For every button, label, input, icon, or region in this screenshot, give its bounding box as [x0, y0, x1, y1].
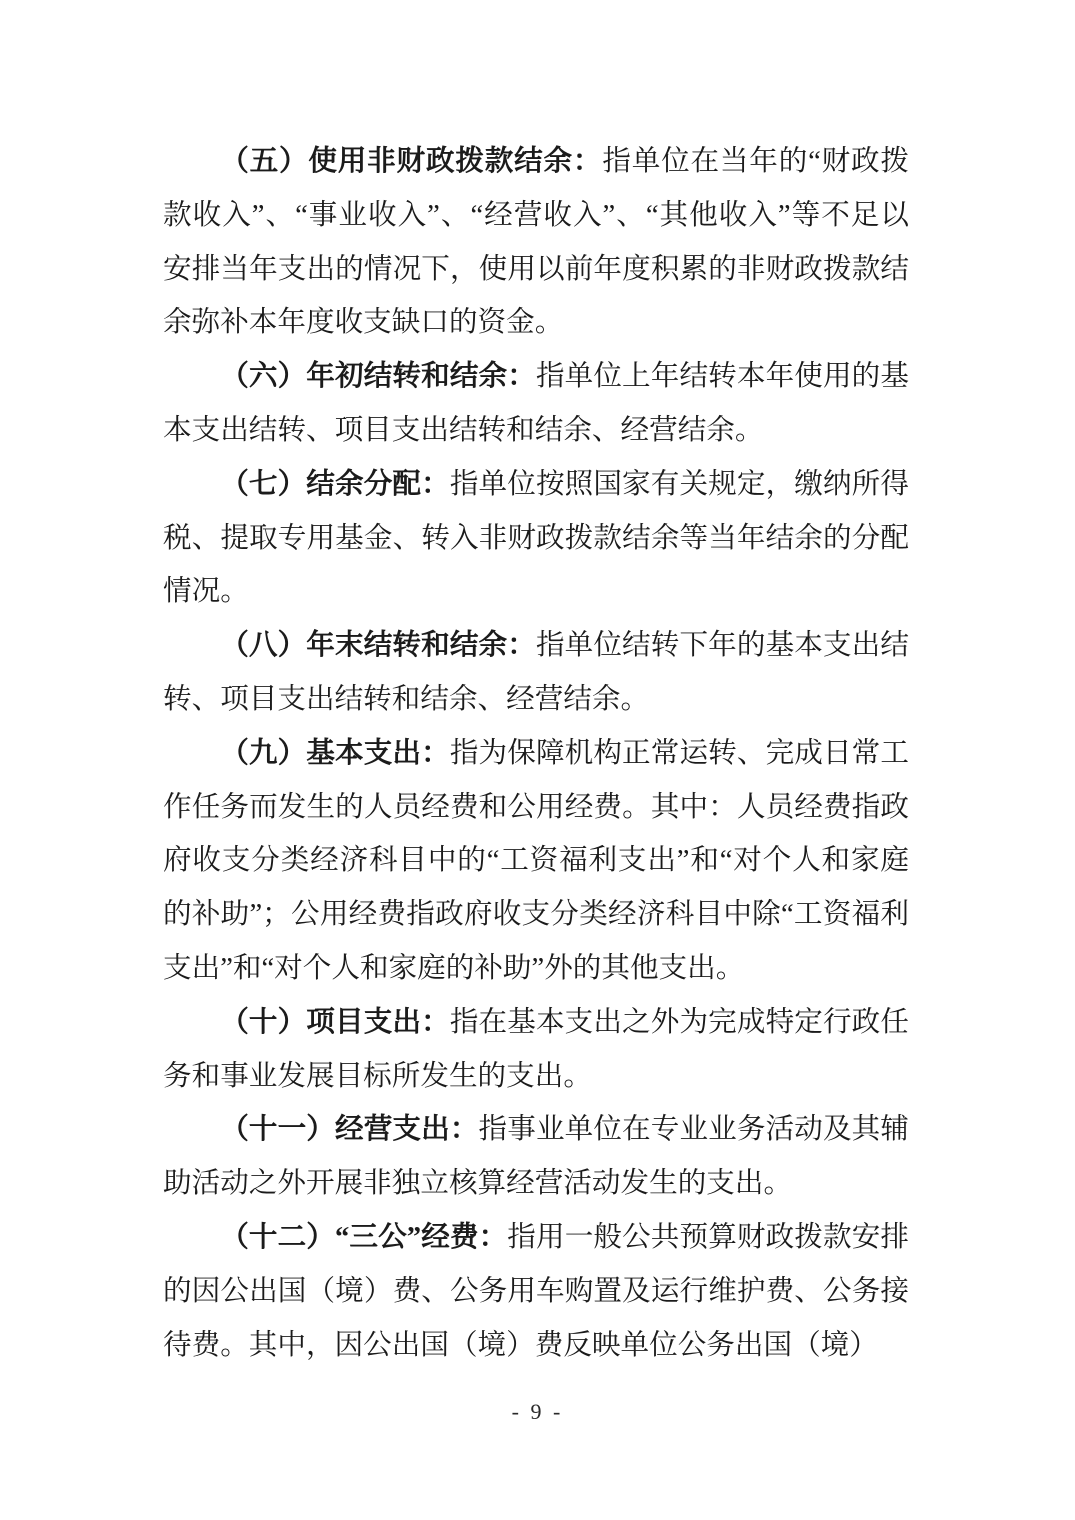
paragraph-8-lead: （八）年末结转和结余：: [220, 630, 536, 662]
paragraph-11-text: 指事业单位在专业业务活动及其辅助活动之外开展非独立核算经营活动发生的支出。: [163, 1114, 909, 1200]
paragraph-6: [163, 350, 909, 458]
paragraph-11-lead: （十一）经营支出：: [220, 1114, 479, 1146]
paragraph-5: [163, 135, 909, 350]
paragraph-9-text: 指为保障机构正常运转、完成日常工作任务而发生的人员经费和公用经费。其中：人员经费指政府收支分类经济科目中的“工资福利支出”和“对个人和家庭的补助”；公用经费指政府收支分类经济科目中除“工资福利支出”和“对个人和家庭的补助”外的其他支出。: [163, 737, 909, 984]
paragraph-7-lead: （七）结余分配：: [220, 468, 450, 500]
paragraph-10: [163, 996, 909, 1104]
paragraph-6-text: 指单位上年结转本年使用的基本支出结转、项目支出结转和结余、经营结余。: [163, 361, 909, 446]
paragraph-7: [163, 458, 909, 619]
paragraph-5-lead: （五）使用非财政拨款结余：: [220, 146, 603, 177]
paragraph-6-lead: （六）年初结转和结余：: [220, 361, 536, 393]
paragraph-10-lead: （十）项目支出：: [220, 1006, 450, 1038]
paragraph-7-text: 指单位按照国家有关规定，缴纳所得税、提取专用基金、转入非财政拨款结余等当年结余的分配情况。: [163, 468, 909, 608]
page-number: - 9 -: [511, 1399, 564, 1424]
paragraph-11: [163, 1103, 909, 1211]
paragraph-8-text: 指单位结转下年的基本支出结转、项目支出结转和结余、经营结余。: [163, 630, 909, 715]
paragraph-12-lead: （十二）“三公”经费：: [220, 1221, 508, 1253]
paragraph-12: [163, 1211, 909, 1372]
paragraph-9-lead: （九）基本支出：: [220, 737, 450, 769]
paragraph-9: [163, 727, 909, 996]
paragraph-10-text: 指在基本支出之外为完成特定行政任务和事业发展目标所发生的支出。: [163, 1006, 909, 1092]
paragraph-8: [163, 619, 909, 727]
document-body: [163, 135, 909, 1372]
paragraph-5-text: 指单位在当年的“财政拨款收入”、“事业收入”、“经营收入”、“其他收入”等不足以安排当年支出的情况下，使用以前年度积累的非财政拨款结余弥补本年度收支缺口的资金。: [163, 146, 909, 339]
paragraph-12-text: 指用一般公共预算财政拨款安排的因公出国（境）费、公务用车购置及运行维护费、公务接待费。其中，因公出国（境）费反映单位公务出国（境）: [163, 1221, 909, 1361]
